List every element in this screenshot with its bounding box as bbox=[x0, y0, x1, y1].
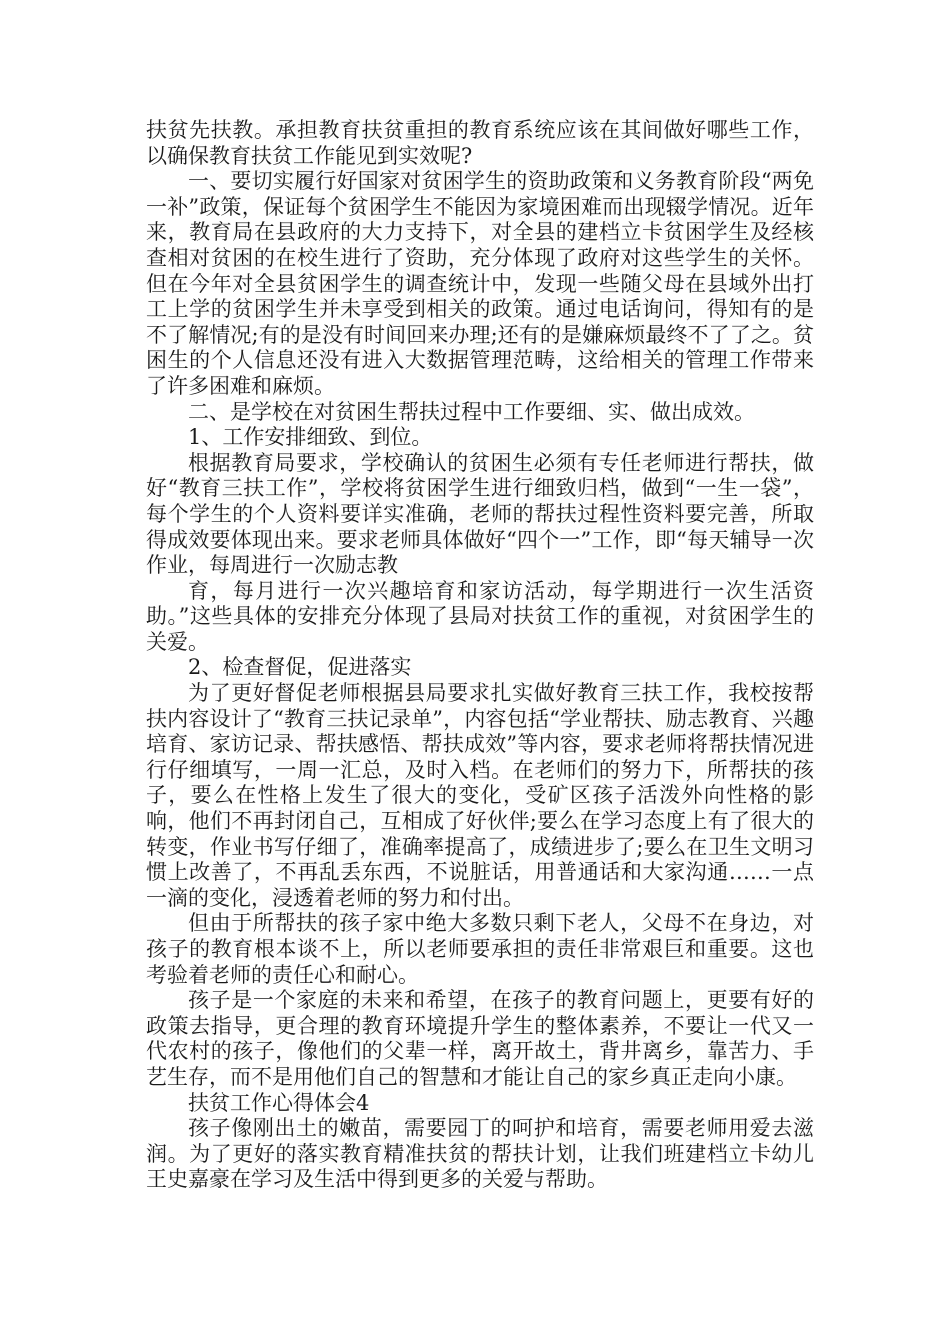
paragraph-subheading-2: 2、检查督促，促进落实 bbox=[188, 655, 412, 680]
paragraph-supervision: 为了更好督促老师根据县局要求扎实做好教育三扶工作，我校按帮扶内容设计了“教育三扶记录单”，内容包括“学业帮扶、励志教育、兴趣培育、家访记录、帮扶感悟、帮扶成效”等内容，要求老师将帮扶情况进行仔细填写，一周一汇总，及时入档。在老师们的努力下，所帮扶的孩子，要么在性格上发生了很大的变化，受矿区孩子活泼外向性格的影响，他们不再封闭自己，互相成了好伙伴;要么在学习态度上有了很大的转变，作业书写仔细了，准确率提高了，成绩进步了;要么在卫生文明习惯上改善了，不再乱丢东西，不说脏话，用普通话和大家沟通……一点一滴的变化，浸透着老师的努力和付出。 bbox=[146, 681, 814, 910]
paragraph-subheading-1: 1、工作安排细致、到位。 bbox=[188, 425, 433, 450]
paragraph-intro: 扶贫先扶教。承担教育扶贫重担的教育系统应该在其间做好哪些工作，以确保教育扶贫工作能见到实效呢? bbox=[146, 118, 814, 168]
paragraph-section-two-heading: 二、是学校在对贫困生帮扶过程中工作要细、实、做出成效。 bbox=[188, 399, 755, 424]
paragraph-section-four: 孩子像刚出土的嫩苗，需要园丁的呵护和培育，需要老师用爱去滋润。为了更好的落实教育精准扶贫的帮扶计划，让我们班建档立卡幼儿王史嘉豪在学习及生活中得到更多的关爱与帮助。 bbox=[146, 1116, 814, 1192]
section-heading-4: 扶贫工作心得体会4 bbox=[188, 1090, 370, 1115]
paragraph-requirements: 根据教育局要求，学校确认的贫困生必须有专任老师进行帮扶，做好“教育三扶工作”，学校将贫困学生进行细致归档，做到“一生一袋”，每个学生的个人资料要详实准确，老师的帮扶过程性资料要完善，所取得成效要体现出来。要求老师具体做好“四个一”工作，即“每天辅导一次作业，每周进行一次励志教 bbox=[146, 450, 814, 578]
document-page bbox=[146, 118, 814, 1193]
paragraph-requirements-cont: 育，每月进行一次兴趣培育和家访活动，每学期进行一次生活资助。”这些具体的安排充分体现了县局对扶贫工作的重视，对贫困学生的关爱。 bbox=[146, 578, 814, 654]
paragraph-future: 孩子是一个家庭的未来和希望，在孩子的教育问题上，更要有好的政策去指导，更合理的教育环境提升学生的整体素养，不要让一代又一代农村的孩子，像他们的父辈一样，离开故土，背井离乡，靠苦力、手艺生存，而不是用他们自己的智慧和才能让自己的家乡真正走向小康。 bbox=[146, 988, 814, 1089]
paragraph-challenges: 但由于所帮扶的孩子家中绝大多数只剩下老人，父母不在身边，对孩子的教育根本谈不上，所以老师要承担的责任非常艰巨和重要。这也考验着老师的责任心和耐心。 bbox=[146, 911, 814, 987]
paragraph-section-one: 一、要切实履行好国家对贫困学生的资助政策和义务教育阶段“两免一补”政策，保证每个贫困学生不能因为家境困难而出现辍学情况。近年来，教育局在县政府的大力支持下，对全县的建档立卡贫困学生及经核查相对贫困的在校生进行了资助，充分体现了政府对这些学生的关怀。但在今年对全县贫困学生的调查统计中，发现一些随父母在县域外出打工上学的贫困学生并未享受到相关的政策。通过电话询问，得知有的是不了解情况;有的是没有时间回来办理;还有的是嫌麻烦最终不了了之。贫困生的个人信息还没有进入大数据管理范畴，这给相关的管理工作带来了许多困难和麻烦。 bbox=[146, 169, 814, 398]
